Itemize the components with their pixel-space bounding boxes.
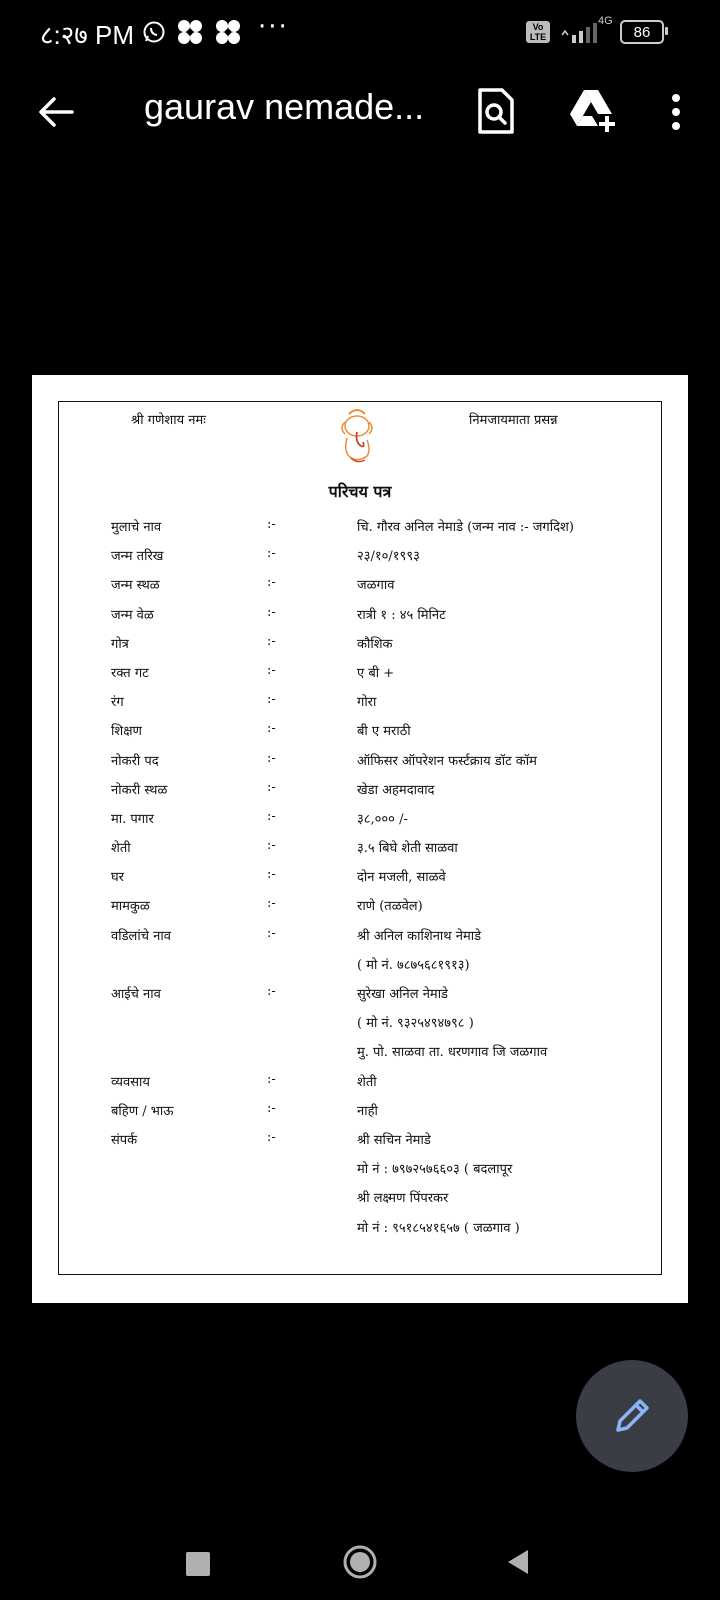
detail-row: [111, 689, 651, 718]
detail-separator: :-: [267, 750, 276, 766]
app-bar: [0, 70, 720, 152]
detail-separator: :-: [267, 984, 276, 999]
home-button[interactable]: [342, 1544, 378, 1580]
detail-value: ( मो नं. ७८७५६८१९१३): [357, 957, 470, 973]
detail-value: शेती: [357, 1074, 377, 1090]
detail-separator: :-: [267, 867, 276, 883]
ganesha-image: [337, 408, 377, 464]
detail-separator: :-: [267, 896, 276, 912]
detail-value: नाही: [357, 1103, 378, 1119]
detail-row: [111, 923, 651, 952]
detail-value: सुरेखा अनिल नेमाडे: [357, 987, 449, 1002]
detail-value: खेडा अहमदावाद: [357, 782, 435, 798]
detail-row: [111, 748, 651, 777]
document-title: gaurav nemade...: [144, 86, 425, 127]
detail-label: जन्म स्थळ: [111, 578, 160, 594]
detail-label: मा. पगार: [111, 811, 154, 827]
status-right: [526, 15, 664, 44]
more-notifications-icon: ···: [258, 12, 289, 42]
header-left: श्री गणेशाय नमः: [131, 413, 206, 428]
detail-row: [111, 1185, 651, 1214]
detail-separator: :-: [267, 633, 276, 649]
detail-separator: :-: [267, 721, 276, 737]
detail-row: [111, 660, 651, 689]
detail-row: [111, 631, 651, 660]
status-bar: [0, 0, 720, 70]
detail-separator: :-: [267, 1100, 276, 1116]
detail-value: मो नं : ९५१८५४१६५७ ( जळगाव ): [357, 1220, 520, 1236]
detail-value: चि. गौरव अनिल नेमाडे (जन्म नाव :- जगदिश): [357, 520, 574, 535]
detail-separator: :-: [267, 517, 276, 532]
detail-label: शेती: [111, 841, 131, 857]
detail-separator: :-: [267, 925, 276, 941]
document-heading: परिचय पत्र: [328, 482, 392, 501]
detail-label: मामकुळ: [111, 899, 150, 915]
detail-label: शिक्षण: [111, 724, 142, 740]
detail-value: कौशिक: [357, 636, 393, 652]
header-right: निमजायमाता प्रसन्न: [469, 413, 558, 428]
detail-label: बहिण / भाऊ: [111, 1103, 174, 1119]
detail-row: [111, 1010, 651, 1039]
detail-value: ३.५ बिघे शेती साळवा: [357, 841, 458, 857]
detail-value: गोरा: [357, 695, 377, 711]
status-time: ८:२७ PM: [40, 20, 135, 50]
volte-icon: Vo LTE: [526, 21, 550, 43]
document-page: [32, 375, 688, 1303]
detail-label: संपर्क: [111, 1132, 138, 1148]
notification-icons: [142, 18, 242, 46]
detail-row: [111, 1069, 651, 1098]
detail-label: जन्म वेळ: [111, 607, 154, 623]
detail-separator: :-: [267, 575, 276, 591]
detail-value: ए बी +: [357, 665, 395, 681]
detail-row: [111, 1156, 651, 1185]
detail-label: नोकरी पद: [111, 753, 159, 769]
document-frame: [58, 401, 662, 1275]
navigation-bar: [0, 1520, 720, 1600]
detail-value: मो नं : ७९७२५७६६०३ ( बदलापूर: [357, 1162, 513, 1178]
detail-label: घर: [111, 870, 125, 886]
pinwheel-icon: [176, 18, 204, 46]
detail-separator: :-: [267, 1071, 276, 1087]
detail-separator: :-: [267, 546, 276, 562]
detail-separator: :-: [267, 808, 276, 824]
battery-level: 86: [633, 23, 651, 41]
add-to-drive-icon[interactable]: [568, 86, 618, 136]
pinwheel-icon: [214, 18, 242, 46]
find-in-document-icon[interactable]: [474, 86, 518, 136]
network-type: 4G: [598, 15, 613, 27]
detail-label: नोकरी स्थळ: [111, 782, 168, 798]
detail-separator: :-: [267, 662, 276, 678]
detail-row: [111, 718, 651, 747]
detail-separator: :-: [267, 779, 276, 795]
detail-row: [111, 777, 651, 806]
detail-row: [111, 1127, 651, 1156]
detail-label: गोत्र: [111, 636, 129, 652]
detail-value: श्री अनिल काशिनाथ नेमाडे: [357, 928, 482, 944]
detail-row: [111, 543, 651, 572]
detail-row: [111, 1039, 651, 1068]
detail-value: २३/१०/१९९३: [357, 549, 420, 565]
detail-row: [111, 806, 651, 835]
detail-separator: :-: [267, 604, 276, 620]
detail-value: जळगाव: [357, 578, 395, 594]
detail-value: श्री लक्ष्मण पिंपरकर: [357, 1191, 449, 1207]
more-options-icon[interactable]: [664, 88, 688, 138]
battery-icon: [620, 20, 664, 44]
detail-value: श्री सचिन नेमाडे: [357, 1132, 431, 1148]
detail-value: ( मो नं. ९३२५४९४७९८ ): [357, 1016, 474, 1032]
detail-label: मुलाचे नाव: [111, 520, 162, 535]
detail-value: राणे (तळवेल): [357, 899, 423, 915]
detail-row: [111, 1215, 651, 1244]
detail-value: दोन मजली, साळवे: [357, 870, 446, 886]
pencil-icon: [610, 1394, 654, 1438]
back-button[interactable]: [506, 1548, 530, 1576]
detail-label: रंग: [111, 695, 124, 711]
detail-label: जन्म तरिख: [111, 549, 164, 565]
detail-separator: :-: [267, 1129, 276, 1145]
detail-row: [111, 835, 651, 864]
whatsapp-icon: [142, 20, 166, 44]
detail-separator: :-: [267, 838, 276, 854]
detail-label: व्यवसाय: [111, 1074, 150, 1090]
detail-label: आईचे नाव: [111, 987, 161, 1002]
detail-row: [111, 1098, 651, 1127]
detail-label: वडिलांचे नाव: [111, 928, 171, 944]
detail-value: ऑफिसर ऑपरेशन फर्स्टक्राय डॉट कॉम: [357, 753, 537, 769]
detail-value: बी ए मराठी: [357, 724, 411, 740]
back-arrow-icon[interactable]: [34, 90, 78, 134]
edit-button[interactable]: [576, 1360, 688, 1472]
detail-row: [111, 602, 651, 631]
detail-row: [111, 893, 651, 922]
detail-separator: :-: [267, 692, 276, 708]
detail-value: ३८,००० /-: [357, 811, 408, 827]
detail-row: [111, 981, 651, 1010]
recents-button[interactable]: [186, 1552, 210, 1576]
detail-row: [111, 572, 651, 601]
details-list: [111, 514, 651, 1244]
detail-row: [111, 952, 651, 981]
detail-label: रक्त गट: [111, 665, 149, 681]
signal-icon: [560, 15, 613, 43]
detail-value: रात्री १ : ४५ मिनिट: [357, 607, 446, 623]
detail-value: मु. पो. साळवा ता. धरणगाव जि जळगाव: [357, 1045, 548, 1061]
detail-row: [111, 864, 651, 893]
detail-row: [111, 514, 651, 543]
